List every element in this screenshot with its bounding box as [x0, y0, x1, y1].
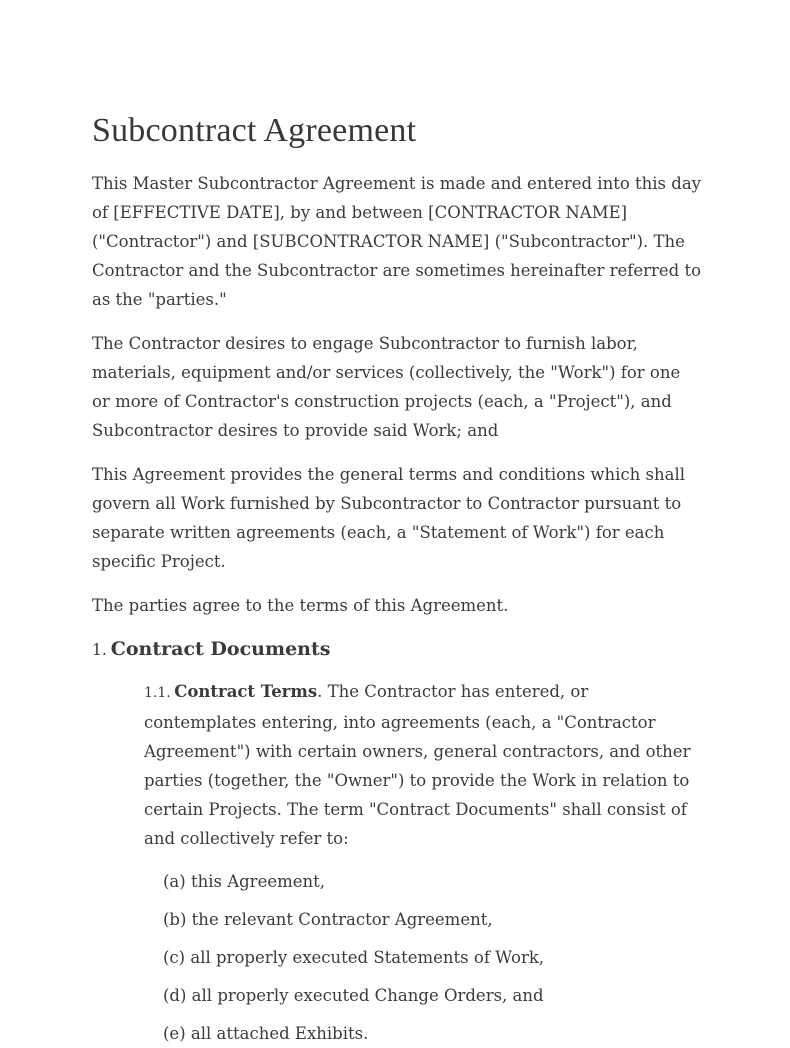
subsection-1-1-text: . The Contractor has entered, or contemplates entering, into agreements (each, a "Contractor Agreement") with certain owners, general contractors, and other parties (together, the "Owner") to provide the Work in relation to certain Projects. The term "Contract Documents" shall consist of and collectively refer to: [144, 681, 691, 848]
intro-paragraph-3: This Agreement provides the general terms and conditions which shall govern all Work furnished by Subcontractor to Contractor pursuant to separate written agreements (each, a "Statement of Work") for each specific Project. [92, 464, 686, 571]
list-item-b: (b) the relevant Contractor Agreement, [163, 909, 493, 929]
agreement-statement: The parties agree to the terms of this Agreement. [92, 595, 509, 615]
subsection-1-1-paragraph [144, 677, 699, 853]
subsection-1-1-number: 1.1. [144, 684, 171, 701]
document-title: Subcontract Agreement [92, 112, 417, 149]
section-1-number: 1. [92, 640, 107, 659]
contract-documents-list [163, 867, 702, 1048]
list-item-c: (c) all properly executed Statements of Work, [163, 947, 545, 967]
list-item-e: (e) all attached Exhibits. [163, 1023, 369, 1043]
section-1-title: Contract Documents [110, 637, 331, 660]
intro-paragraph-1: This Master Subcontractor Agreement is made and entered into this day of [EFFECTIVE DATE], by and between [CONTRACTOR NAME] ("Contractor") and [SUBCONTRACTOR NAME] ("Subcontractor"). The Contractor and the Subcontractor are sometimes hereinafter referred to as the "parties." [92, 173, 702, 309]
list-item-d: (d) all properly executed Change Orders, and [163, 985, 544, 1005]
subsection-1-1-term: Contract Terms [174, 681, 318, 701]
intro-paragraph-2: The Contractor desires to engage Subcontractor to furnish labor, materials, equipment and/or services (collectively, the "Work") for one or more of Contractor's construction projects (each, a "Project"), and Subcontractor desires to provide said Work; and [92, 333, 681, 440]
list-item-a: (a) this Agreement, [163, 871, 326, 891]
section-1-heading [92, 635, 702, 665]
